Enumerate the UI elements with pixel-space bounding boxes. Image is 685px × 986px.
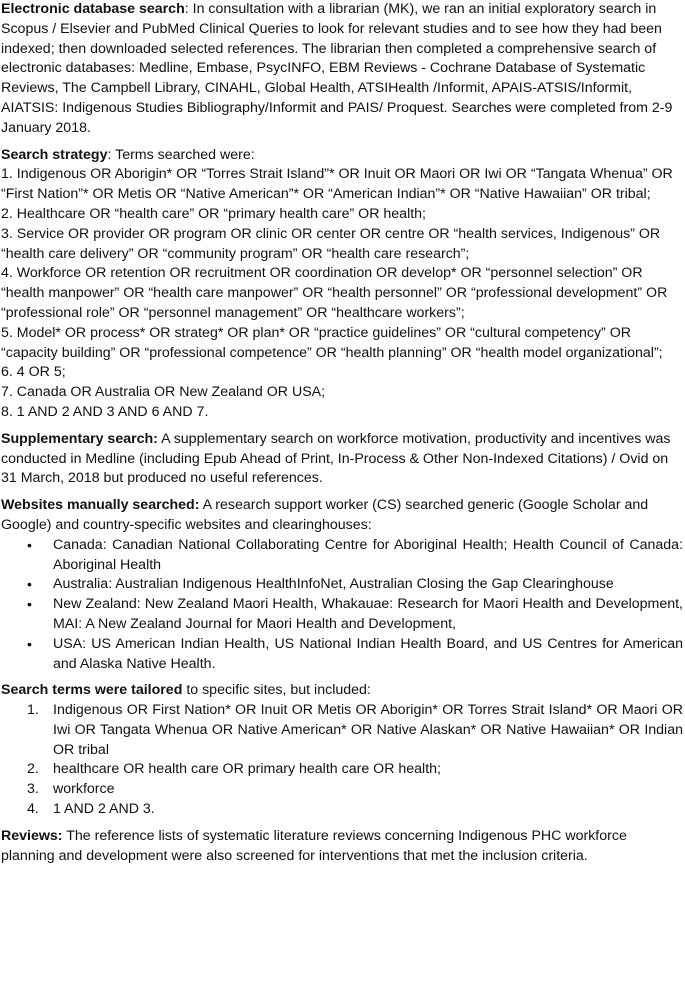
website-canada: Canada: Canadian National Collaborating Centre for Aboriginal Health; Health Council of Canada: Aboriginal Health xyxy=(53,536,683,573)
tailored-terms-paragraph xyxy=(1,681,683,701)
list-item xyxy=(1,780,683,800)
bullet-icon: • xyxy=(27,576,32,593)
item-number: 3. xyxy=(27,781,39,798)
list-item xyxy=(1,575,683,595)
item-number: 4. xyxy=(27,801,39,818)
strategy-line-4: 4. Workforce OR retention OR recruitment OR coordination OR develop* OR “personnel selection” OR “health manpower” OR “health care manpower” OR “health personnel” OR “professional development” OR “professional role” OR “personnel management” OR “healthcare workers”; xyxy=(1,265,668,321)
reviews-paragraph xyxy=(1,827,683,867)
strategy-line-2: 2. Healthcare OR “health care” OR “primary health care” OR health; xyxy=(1,205,427,222)
list-item xyxy=(1,760,683,780)
websites-list xyxy=(1,536,683,675)
search-strategy-intro: : Terms searched were: xyxy=(107,146,255,163)
bullet-icon: • xyxy=(27,635,32,652)
strategy-line-6: 6. 4 OR 5; xyxy=(1,364,66,381)
strategy-line-7: 7. Canada OR Australia OR New Zealand OR USA; xyxy=(1,384,326,401)
tailored-terms-list xyxy=(1,701,683,820)
tailored-term-1: Indigenous OR First Nation* OR Inuit OR Metis OR Aborigin* OR Torres Strait Island* OR Maori OR Iwi OR Tangata Whenua OR Native American* OR Native Alaskan* OR Native Hawaiian* OR Indian OR tribal xyxy=(53,702,683,758)
tailored-terms-heading: Search terms were tailored xyxy=(1,682,183,699)
bullet-icon: • xyxy=(27,536,32,553)
tailored-term-4: 1 AND 2 AND 3. xyxy=(53,801,155,818)
supplementary-search-text: A supplementary search on workforce motivation, productivity and incentives was conducted in Medline (including Epub Ahead of Print, In-Process & Other Non-Indexed Citations) / Ovid on 31 March, 2018 but produced no useful references. xyxy=(1,430,671,487)
supplementary-search-paragraph xyxy=(1,430,683,489)
list-item xyxy=(1,536,683,576)
strategy-line-8: 8. 1 AND 2 AND 3 AND 6 AND 7. xyxy=(1,403,209,420)
strategy-line-5: 5. Model* OR process* OR strateg* OR plan* OR “practice guidelines” OR “cultural competency” OR “capacity building” OR “professional competence” OR “health planning” OR “health model organizational”; xyxy=(1,324,663,361)
tailored-terms-text: to specific sites, but included: xyxy=(182,682,371,699)
search-strategy-section xyxy=(1,146,683,423)
reviews-heading: Reviews: xyxy=(1,827,63,844)
websites-paragraph xyxy=(1,496,683,536)
tailored-term-2: healthcare OR health care OR primary health care OR health; xyxy=(53,761,441,778)
strategy-line-3: 3. Service OR provider OR program OR clinic OR center OR centre OR “health services, Indigenous” OR “health care delivery” OR “community program” OR “health care research”; xyxy=(1,225,661,262)
search-strategy-heading: Search strategy xyxy=(1,146,108,163)
reviews-text: The reference lists of systematic literature reviews concerning Indigenous PHC workforce planning and development were also screened for interventions that met the inclusion criteria. xyxy=(1,827,627,864)
item-number: 1. xyxy=(27,702,39,719)
list-item xyxy=(1,595,683,635)
website-australia: Australia: Australian Indigenous HealthInfoNet, Australian Closing the Gap Clearinghouse xyxy=(53,576,614,593)
website-usa: USA: US American Indian Health, US National Indian Health Board, and US Centres for American and Alaska Native Health. xyxy=(53,635,683,672)
list-item xyxy=(1,701,683,760)
electronic-search-heading: Electronic database search xyxy=(1,1,185,17)
tailored-term-3: workforce xyxy=(53,781,115,798)
electronic-search-paragraph xyxy=(1,0,683,139)
strategy-line-1: 1. Indigenous OR Aborigin* OR “Torres Strait Island”* OR Inuit OR Maori OR Iwi OR “Tangata Whenua” OR “First Nation”* OR Metis OR “Native American”* OR “American Indian”* OR “Native Hawaiian” OR tribal; xyxy=(1,166,673,203)
supplementary-search-heading: Supplementary search: xyxy=(1,430,158,447)
electronic-search-text: : In consultation with a librarian (MK), we ran an initial exploratory search in Scopus / Elsevier and PubMed Clinical Queries to look for relevant studies and to see how they had been indexed; then downloaded selected references. The librarian then completed a comprehensive search of electronic databases: Medline, Embase, PsycINFO, EBM Reviews - Cochrane Database of Systematic Reviews, The Campbell Library, CINAHL, Global Health, ATSIHealth /Informit, APAIS-ATSIS/Informit, AIATSIS: Indigenous Studies Bibliography/Informit and PAIS/ Proquest. Searches were completed from 2-9 January 2018. xyxy=(1,1,673,136)
bullet-icon: • xyxy=(27,596,32,613)
item-number: 2. xyxy=(27,761,39,778)
websites-text: A research support worker (CS) searched generic (Google Scholar and Google) and country-specific websites and clearinghouses: xyxy=(1,497,649,533)
websites-heading: Websites manually searched: xyxy=(1,497,200,514)
search-strategy-intro-line xyxy=(1,146,683,166)
list-item xyxy=(1,800,683,820)
list-item xyxy=(1,635,683,675)
website-new-zealand: New Zealand: New Zealand Maori Health, Whakauae: Research for Maori Health and Development, MAI: A New Zealand Journal for Maori Health and Development, xyxy=(53,596,683,632)
